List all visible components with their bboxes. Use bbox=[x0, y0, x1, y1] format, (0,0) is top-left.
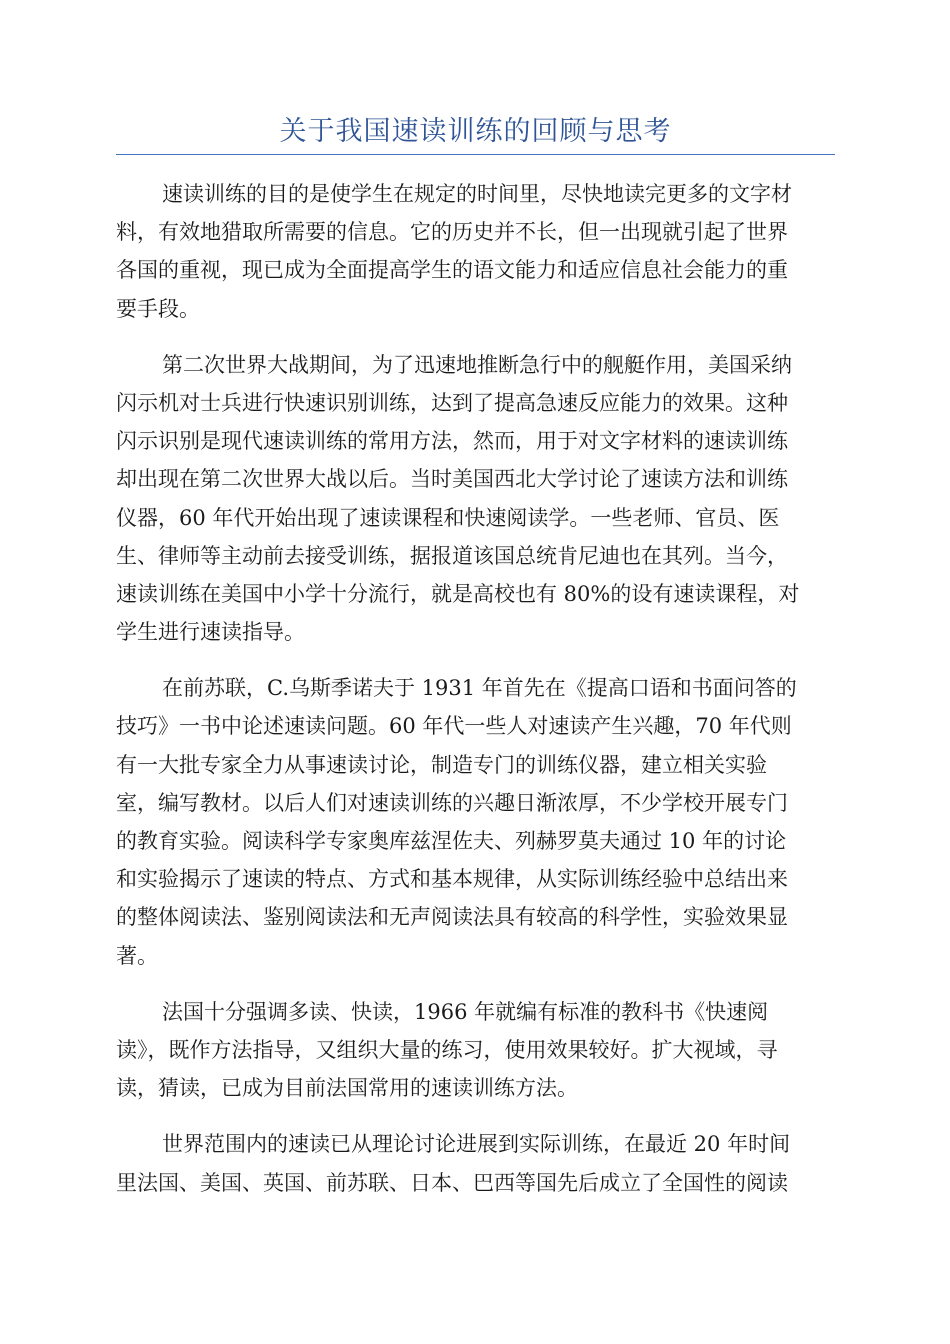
text-line: 技巧》一书中论述速读问题。60 年代一些人对速读产生兴趣，70 年代则 bbox=[116, 714, 792, 739]
text-line: 闪示机对士兵进行快速识别训练，达到了提高急速反应能力的效果。这种 bbox=[116, 390, 788, 415]
text-line: 的教育实验。阅读科学专家奥库兹涅佐夫、列赫罗莫夫通过 10 年的讨论 bbox=[116, 829, 787, 853]
text-line: 速读训练的目的是使学生在规定的时间里，尽快地读完更多的文字材 bbox=[162, 182, 792, 206]
text-line: 仪器，60 年代开始出现了速读课程和快速阅读学。一些老师、官员、医 bbox=[116, 505, 780, 530]
text-line: 室，编写教材。以后人们对速读训练的兴趣日渐浓厚，不少学校开展专门 bbox=[116, 790, 788, 815]
text-line: 要手段。 bbox=[116, 296, 200, 321]
text-line: 闪示识别是现代速读训练的常用方法，然而，用于对文字材料的速读训练 bbox=[116, 429, 788, 454]
title-underline bbox=[116, 154, 835, 155]
paragraph-2 bbox=[116, 346, 835, 652]
document-title: 关于我国速读训练的回顾与思考 bbox=[279, 116, 672, 147]
text-line: 里法国、美国、英国、前苏联、日本、巴西等国先后成立了全国性的阅读 bbox=[116, 1170, 788, 1195]
text-line: 第二次世界大战期间，为了迅速地推断急行中的舰艇作用，美国采纳 bbox=[162, 352, 792, 377]
text-line: 世界范围内的速读已从理论讨论进展到实际训练，在最近 20 年时间 bbox=[162, 1132, 791, 1157]
paragraph-1 bbox=[116, 175, 835, 328]
text-line: 生、律师等主动前去接受训练，据报道该国总统肯尼迪也在其列。当今， bbox=[116, 543, 788, 568]
text-line: 著。 bbox=[116, 943, 158, 968]
text-line: 却出现在第二次世界大战以后。当时美国西北大学讨论了速读方法和训练 bbox=[116, 467, 788, 492]
text-line: 读》，既作方法指导，又组织大量的练习，使用效果较好。扩大视域，寻 bbox=[116, 1037, 778, 1062]
text-line: 的整体阅读法、鉴别阅读法和无声阅读法具有较高的科学性，实验效果显 bbox=[116, 905, 788, 930]
text-line: 料，有效地猎取所需要的信息。它的历史并不长，但一出现就引起了世界 bbox=[116, 220, 788, 245]
paragraph-3 bbox=[116, 669, 835, 975]
text-line: 法国十分强调多读、快读，1966 年就编有标准的教科书《快速阅 bbox=[162, 999, 769, 1024]
text-line: 速读训练在美国中小学十分流行，就是高校也有 80%的设有速读课程，对 bbox=[116, 581, 800, 606]
text-line: 学生进行速读指导。 bbox=[116, 620, 305, 645]
paragraph-4 bbox=[116, 993, 835, 1108]
text-line: 和实验揭示了速读的特点、方式和基本规律，从实际训练经验中总结出来 bbox=[116, 867, 788, 892]
text-line: 读，猜读，已成为目前法国常用的速读训练方法。 bbox=[116, 1076, 578, 1101]
text-line: 在前苏联，C.乌斯季诺夫于 1931 年首先在《提高口语和书面问答的 bbox=[162, 676, 797, 701]
paragraph-5 bbox=[116, 1125, 835, 1201]
text-line: 有一大批专家全力从事速读讨论，制造专门的训练仪器，建立相关实验 bbox=[116, 752, 767, 777]
text-line: 各国的重视，现已成为全面提高学生的语文能力和适应信息社会能力的重 bbox=[116, 258, 788, 283]
document-body bbox=[116, 175, 835, 1220]
